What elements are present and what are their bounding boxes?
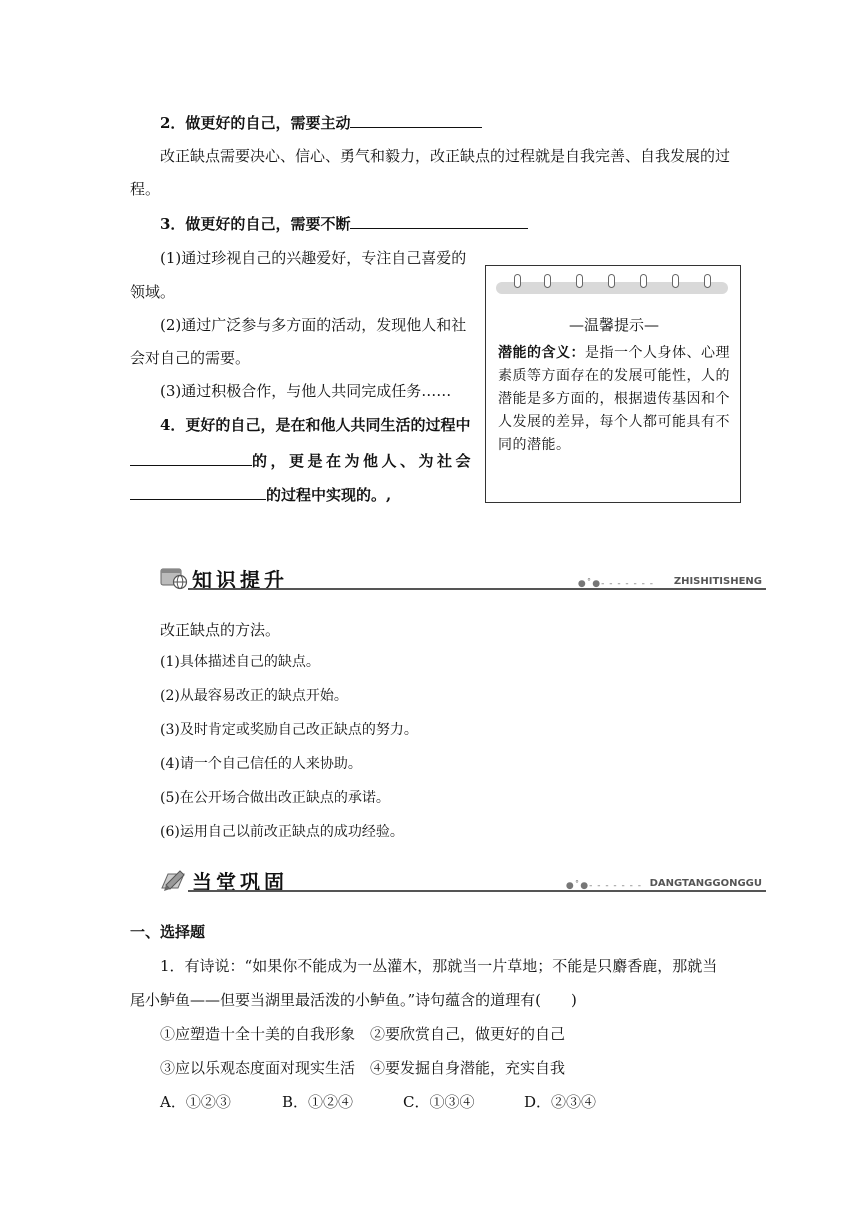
item4-blank2[interactable] (130, 484, 266, 500)
item4-line2 (130, 450, 474, 472)
section-header-zhishitisheng (160, 566, 766, 592)
option-a[interactable]: A．①②③ (160, 1093, 231, 1111)
tip-text: 是指一个人身体、心理素质等方面存在的发展可能性，人的潜能是多方面的，根据遗传基因和个人发展的差异，每个人都可能具有不同的潜能。 (498, 345, 730, 453)
list-item: (3)及时肯定或奖励自己改正缺点的努力。 (160, 722, 418, 738)
sub3: (3)通过积极合作，与他人共同完成任务…… (160, 382, 452, 400)
item3-blank[interactable] (350, 213, 528, 229)
item4-blank1[interactable] (130, 450, 252, 466)
section-code: DANGTANGGONGGU (649, 878, 762, 889)
ring-icon (514, 274, 521, 288)
methods-heading: 改正缺点的方法。 (160, 621, 281, 639)
item2-blank[interactable] (350, 112, 482, 128)
tip-box (485, 265, 741, 503)
notebook-rings-bar (496, 282, 728, 294)
list-item: (2)从最容易改正的缺点开始。 (160, 688, 348, 704)
item2-paragraph-line1: 改正缺点需要决心、信心、勇气和毅力，改正缺点的过程就是自我完善、自我发展的过 (160, 147, 731, 165)
ring-icon (704, 274, 711, 288)
item2 (160, 112, 482, 134)
option-c[interactable]: C．①③④ (403, 1093, 475, 1111)
item4-line1: 4．更好的自己，是在和他人共同生活的过程中 (160, 416, 471, 434)
statements-line2: ③应以乐观态度面对现实生活 ④要发掘自身潜能，充实自我 (160, 1059, 566, 1077)
section-title: 知识提升 (192, 568, 288, 592)
tip-term: 潜能的含义： (498, 345, 585, 361)
item4-line3 (130, 484, 391, 506)
statements-line1: ①应塑造十全十美的自我形象 ②要欣赏自己，做更好的自己 (160, 1025, 566, 1043)
question-1-line2: 尾小鲈鱼——但要当湖里最活泼的小鲈鱼。”诗句蕴含的道理有( ) (130, 991, 577, 1009)
option-b[interactable]: B．①②④ (282, 1093, 354, 1111)
section-rule (188, 890, 766, 892)
section-dots: ●˚●- - - - - - - (577, 579, 654, 589)
ring-icon (672, 274, 679, 288)
question-1-line1: 1．有诗说：“如果你不能成为一丛灌木，那就当一片草地；不能是只麝香鹿，那就当 (160, 957, 718, 975)
ring-icon (640, 274, 647, 288)
item2-label: 2．做更好的自己，需要主动 (160, 114, 351, 132)
ring-icon (576, 274, 583, 288)
section-code: ZHISHITISHENG (673, 576, 762, 587)
sub2-line1: (2)通过广泛参与多方面的活动，发现他人和社 (160, 316, 467, 334)
section-header-dangtanggonggu (160, 868, 766, 894)
section-title: 当堂巩固 (192, 870, 288, 894)
ring-icon (544, 274, 551, 288)
list-item: (6)运用自己以前改正缺点的成功经验。 (160, 824, 404, 840)
list-item: (5)在公开场合做出改正缺点的承诺。 (160, 790, 390, 806)
section-rule (188, 588, 766, 590)
item4-line2-text: 的，更是在为他人、为社会 (252, 452, 475, 470)
list-item: (4)请一个自己信任的人来协助。 (160, 756, 362, 772)
pencil-book-icon (160, 868, 188, 892)
tip-body (498, 342, 730, 457)
item4-line3-text: 的过程中实现的。, (266, 486, 392, 504)
sub1-line1: (1)通过珍视自己的兴趣爱好，专注自己喜爱的 (160, 249, 467, 267)
list-item: (1)具体描述自己的缺点。 (160, 654, 320, 670)
ring-icon (608, 274, 615, 288)
tip-title: —温馨提示— (568, 316, 659, 334)
sub1-line2: 领域。 (130, 283, 176, 301)
item3 (160, 213, 528, 235)
item2-paragraph-line2: 程。 (130, 180, 161, 198)
option-d[interactable]: D．②③④ (524, 1093, 597, 1111)
part-title: 一、选择题 (130, 923, 206, 941)
globe-window-icon (160, 566, 188, 590)
section-dots: ●˚●- - - - - - - (565, 881, 642, 891)
sub2-line2: 会对自己的需要。 (130, 349, 251, 367)
item3-label: 3．做更好的自己，需要不断 (160, 215, 351, 233)
